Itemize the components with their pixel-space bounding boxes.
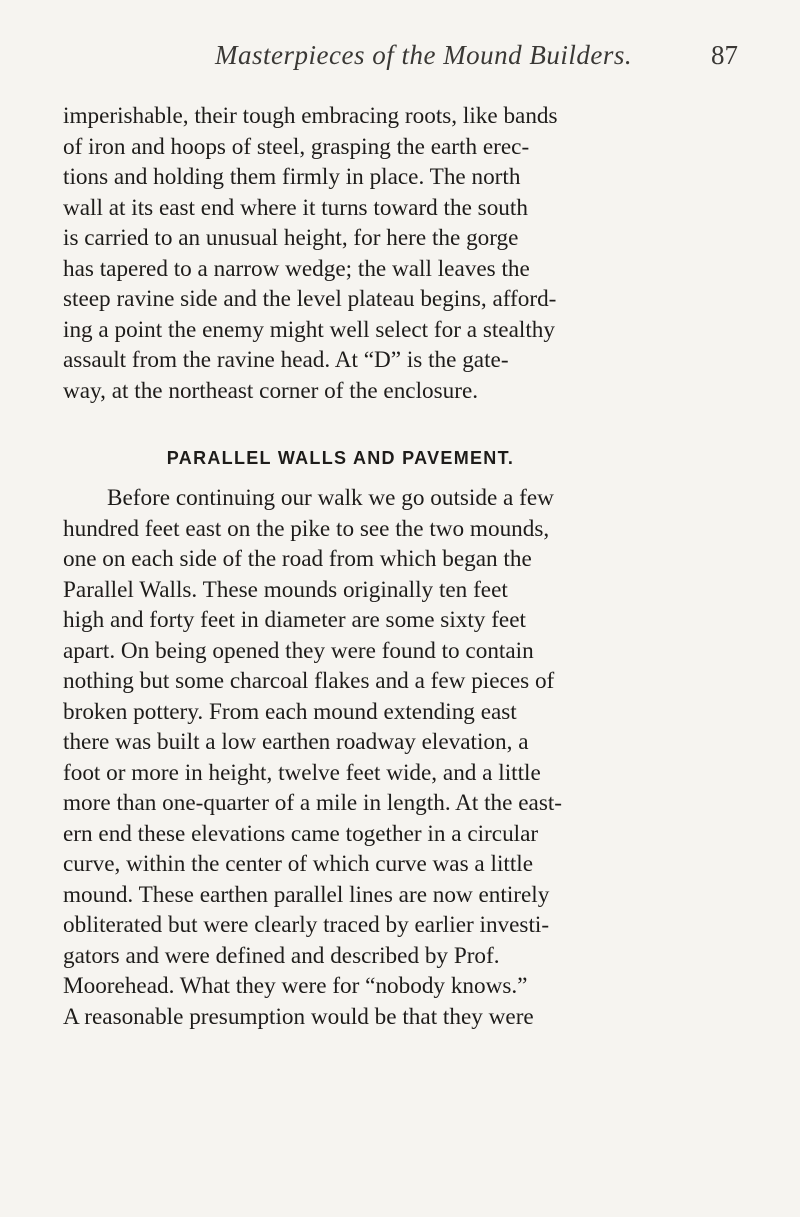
running-header (63, 40, 738, 80)
text-line: ing a point the enemy might well select for a stealthy (63, 316, 555, 343)
paragraph-continuation (63, 101, 738, 406)
running-title: Masterpieces of the Mound Builders. (215, 40, 633, 70)
text-line: broken pottery. From each mound extending east (63, 698, 517, 725)
text-line: obliterated but were clearly traced by earlier investi- (63, 912, 550, 938)
text-line: one on each side of the road from which began the (63, 546, 532, 572)
text-line: foot or more in height, twelve feet wide, and a little (63, 759, 541, 786)
book-page (63, 40, 738, 1032)
page-number: 87 (711, 40, 738, 70)
text-line: tions and holding them firmly in place. The north (63, 164, 521, 190)
text-line: of iron and hoops of steel, grasping the earth erec- (63, 133, 530, 160)
text-line: wall at its east end where it turns toward the south (63, 194, 528, 221)
text-line: steep ravine side and the level plateau begins, afford- (63, 286, 557, 312)
text-line: is carried to an unusual height, for here the gorge (63, 225, 519, 251)
text-line: assault from the ravine head. At “D” is the gate- (63, 347, 509, 373)
text-line: mound. These earthen parallel lines are now entirely (63, 881, 550, 908)
text-line: high and forty feet in diameter are some sixty feet (63, 607, 526, 633)
text-line: hundred feet east on the pike to see the two mounds, (63, 515, 550, 542)
text-line: apart. On being opened they were found to contain (63, 637, 534, 664)
text-line: A reasonable presumption would be that they were (63, 1003, 534, 1030)
text-line: more than one-quarter of a mile in length. At the east- (63, 790, 563, 816)
text-line: curve, within the center of which curve was a little (63, 851, 534, 877)
text-line: Before continuing our walk we go outside a few (107, 485, 554, 511)
paragraph-parallel-walls (63, 483, 738, 1032)
text-line: has tapered to a narrow wedge; the wall leaves the (63, 255, 530, 282)
text-line: ern end these elevations came together in a circular (63, 820, 539, 847)
text-line: nothing but some charcoal flakes and a few pieces of (63, 668, 555, 694)
text-line: imperishable, their tough embracing roots, like bands (63, 103, 558, 129)
text-line: way, at the northeast corner of the enclosure. (63, 377, 479, 404)
section-heading: PARALLEL WALLS AND PAVEMENT. (166, 448, 515, 468)
text-line: there was built a low earthen roadway elevation, a (63, 729, 529, 755)
text-line: gators and were defined and described by Prof. (63, 942, 500, 969)
text-line: Moorehead. What they were for “nobody knows.” (63, 973, 528, 999)
text-line: Parallel Walls. These mounds originally ten feet (63, 576, 508, 603)
